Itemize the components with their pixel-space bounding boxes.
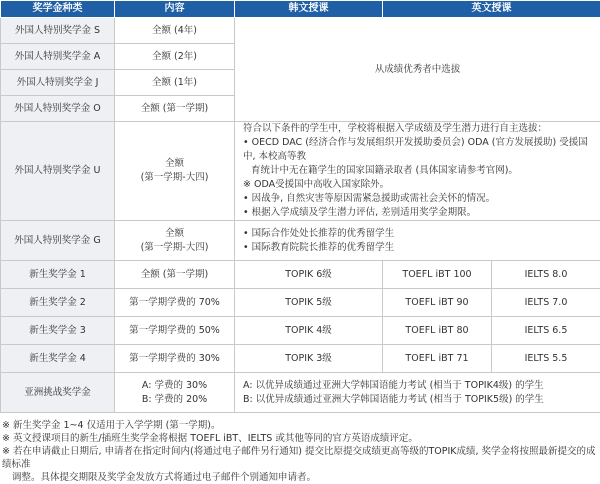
table-row — [1, 221, 600, 261]
criteria-line: B: 以优异成绩通过亚洲大学韩国语能力考试 (相当于 TOPIK5级) 的学生 — [243, 393, 544, 405]
footnote: 调整。具体提交期限及奖学金发放方式将通过电子邮件个别通知申请者。 — [12, 472, 317, 483]
scholarship-content — [115, 221, 235, 261]
merged-criteria: 从成绩优秀者中选拔 — [235, 18, 600, 122]
topik-requirement: TOPIK 5级 — [235, 289, 383, 317]
criteria-line: A: 以优异成绩通过亚洲大学韩国语能力考试 (相当于 TOPIK4级) 的学生 — [243, 379, 544, 391]
criteria-line: • 根据入学成绩及学生潜力评估, 差别适用奖学金期限。 — [243, 207, 477, 218]
scholarship-name: 外国人特别奖学金 U — [1, 122, 115, 221]
table-row — [1, 122, 600, 221]
scholarship-name: 新生奖学金 2 — [1, 289, 115, 317]
criteria-line: ※ ODA受援国中高收入国家除外。 — [243, 179, 390, 190]
toefl-requirement: TOEFL iBT 100 — [383, 261, 492, 289]
ielts-requirement: IELTS 5.5 — [492, 345, 600, 373]
criteria-line: • OECD DAC (经济合作与发展组织开发援助委员会) ODA (官方发展援助) 受援国中, 本校高等教 — [243, 137, 588, 162]
ielts-requirement: IELTS 7.0 — [492, 289, 600, 317]
content-line: (第一学期-大四) — [140, 172, 209, 183]
content-line: (第一学期-大四) — [140, 241, 209, 253]
toefl-requirement: TOEFL iBT 90 — [383, 289, 492, 317]
header-type: 奖学金种类 — [1, 1, 115, 18]
header-content: 内容 — [115, 1, 235, 18]
scholarship-content: 全额 (4年) — [115, 18, 235, 44]
ielts-requirement: IELTS 6.5 — [492, 317, 600, 345]
scholarship-content: 全额 (1年) — [115, 70, 235, 96]
scholarship-content: 第一学期学费的 70% — [115, 289, 235, 317]
content-line: 全额 — [164, 227, 184, 239]
table-row — [1, 289, 600, 317]
scholarship-name: 外国人特别奖学金 J — [1, 70, 115, 96]
topik-requirement: TOPIK 4级 — [235, 317, 383, 345]
table-row — [1, 317, 600, 345]
scholarship-content: 第一学期学费的 50% — [115, 317, 235, 345]
table-row — [1, 261, 600, 289]
asia-criteria — [235, 373, 600, 413]
scholarship-content: 全额 (第一学期) — [115, 96, 235, 122]
scholarship-content: 全额 (第一学期) — [115, 261, 235, 289]
footnotes — [0, 413, 600, 484]
criteria-line: • 因战争, 自然灾害等原因需紧急援助或需社会关怀的情况。 — [243, 193, 496, 204]
header-english: 英文授课 — [383, 1, 600, 18]
footnote: ※ 新生奖学金 1~4 仅适用于入学学期 (第一学期)。 — [2, 420, 221, 431]
scholarship-content — [115, 373, 235, 413]
topik-requirement: TOPIK 6级 — [235, 261, 383, 289]
content-line: 全额 — [164, 158, 184, 169]
ielts-requirement: IELTS 8.0 — [492, 261, 600, 289]
header-korean: 韩文授课 — [235, 1, 383, 18]
toefl-requirement: TOEFL iBT 71 — [383, 345, 492, 373]
scholarship-name: 外国人特别奖学金 A — [1, 44, 115, 70]
table-row — [1, 345, 600, 373]
scholarship-name: 外国人特别奖学金 G — [1, 221, 115, 261]
criteria-line: • 国际合作处处长推荐的优秀留学生 — [243, 227, 395, 239]
content-line: B: 学费的 20% — [141, 393, 208, 405]
scholarship-content: 第一学期学费的 30% — [115, 345, 235, 373]
scholarship-name: 外国人特别奖学金 O — [1, 96, 115, 122]
table-header-row — [1, 1, 600, 18]
scholarship-name: 新生奖学金 4 — [1, 345, 115, 373]
footnote: ※ 若在申请截止日期后, 申请者在指定时间内(将通过电子邮件另行通知) 提交比原提交成绩更高等级的TOPIK成绩, 奖学金将按照最新提交的成绩标准 — [2, 446, 596, 470]
criteria-line: 符合以下条件的学生中，学校将根据入学成绩及学生潜力进行自主选拔： — [243, 123, 548, 134]
scholarship-name: 新生奖学金 3 — [1, 317, 115, 345]
g-criteria — [235, 221, 600, 261]
scholarship-name: 外国人特别奖学金 S — [1, 18, 115, 44]
content-line: A: 学费的 30% — [141, 379, 208, 391]
footnote: ※ 英文授课项目的新生/插班生奖学金将根据 TOEFL iBT、IELTS 或其他等同的官方英语成绩评定。 — [2, 433, 418, 444]
table-row — [1, 18, 600, 44]
criteria-line: • 国际教育院院长推荐的优秀留学生 — [243, 241, 395, 253]
toefl-requirement: TOEFL iBT 80 — [383, 317, 492, 345]
scholarship-content — [115, 122, 235, 221]
table-row — [1, 373, 600, 413]
scholarship-name: 新生奖学金 1 — [1, 261, 115, 289]
scholarship-name: 亚洲挑战奖学金 — [1, 373, 115, 413]
topik-requirement: TOPIK 3级 — [235, 345, 383, 373]
u-criteria — [235, 122, 600, 221]
scholarship-content: 全额 (2年) — [115, 44, 235, 70]
criteria-line: 育统计中无在籍学生的国家国籍录取者 (具体国家请参考官网)。 — [251, 165, 518, 176]
